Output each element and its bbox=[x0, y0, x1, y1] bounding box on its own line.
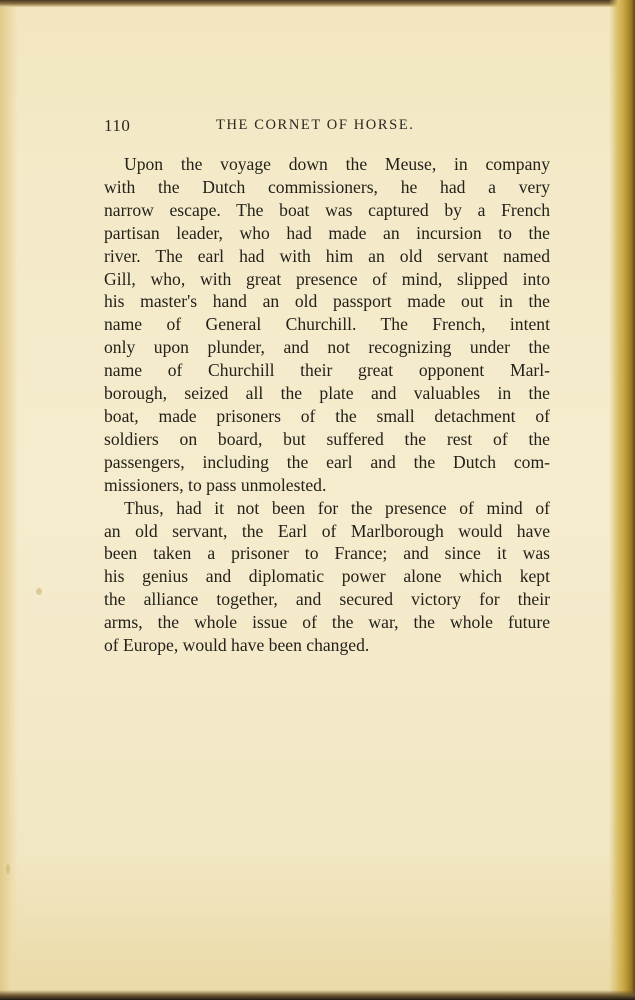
text-line: Gill, who, with great presence of mind, slipped into bbox=[104, 268, 550, 289]
text-line: Thus, had it not been for the presence of mind of bbox=[124, 497, 550, 518]
page-number: 110 bbox=[104, 116, 131, 135]
text-line: missioners, to pass unmolested. bbox=[104, 474, 327, 495]
text-line: passengers, including the earl and the Dutch com- bbox=[104, 451, 550, 472]
page-top-edge bbox=[0, 0, 635, 7]
text-line: name of General Churchill. The French, intent bbox=[104, 314, 550, 335]
text-line: borough, seized all the plate and valuables in the bbox=[104, 383, 550, 404]
text-line: of Europe, would have been changed. bbox=[104, 635, 370, 656]
text-line: soldiers on board, but suffered the rest of the bbox=[104, 428, 550, 449]
running-title: THE CORNET OF HORSE. bbox=[216, 117, 415, 133]
page-bottom-edge bbox=[0, 990, 635, 1000]
text-line: his genius and diplomatic power alone which kept bbox=[104, 566, 550, 587]
body-text bbox=[104, 153, 550, 657]
paragraph bbox=[104, 497, 550, 657]
text-line: an old servant, the Earl of Marlborough would have bbox=[104, 520, 550, 541]
paragraph bbox=[104, 153, 550, 497]
text-line: his master's hand an old passport made out in the bbox=[104, 291, 550, 312]
page-gilt-edge bbox=[609, 0, 635, 1000]
text-line: name of Churchill their great opponent Marl- bbox=[104, 360, 550, 381]
text-line: only upon plunder, and not recognizing under the bbox=[104, 337, 550, 358]
text-line: with the Dutch commissioners, he had a very bbox=[104, 176, 550, 197]
foxing-spot bbox=[36, 588, 42, 595]
text-line: partisan leader, who had made an incursion to the bbox=[104, 222, 550, 243]
text-line: Upon the voyage down the Meuse, in company bbox=[124, 154, 550, 174]
foxing-spot bbox=[6, 864, 10, 874]
text-line: boat, made prisoners of the small detachment of bbox=[104, 405, 550, 426]
running-header bbox=[104, 116, 550, 136]
text-line: river. The earl had with him an old servant named bbox=[104, 245, 550, 266]
text-line: the alliance together, and secured victory for their bbox=[104, 589, 550, 610]
text-line: narrow escape. The boat was captured by a French bbox=[104, 199, 550, 220]
text-line: been taken a prisoner to France; and since it was bbox=[104, 543, 550, 564]
text-line: arms, the whole issue of the war, the whole future bbox=[104, 612, 550, 633]
